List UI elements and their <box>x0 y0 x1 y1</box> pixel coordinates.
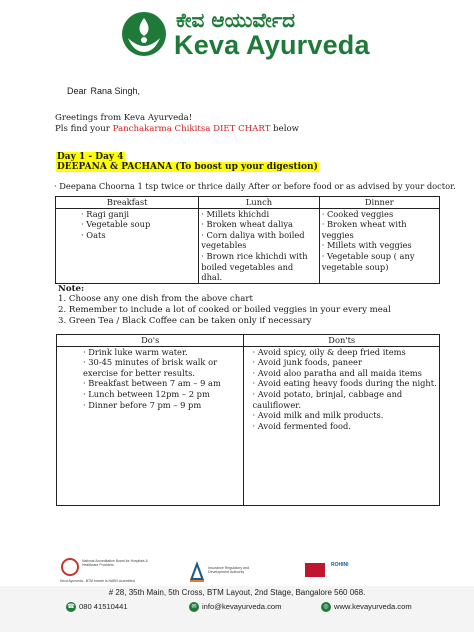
list-item: · Vegetable soup ( any vegetable soup) <box>321 250 415 272</box>
rohini-logo-icon <box>305 563 325 577</box>
note-item: 2. Remember to include a lot of cooked or boiled veggies in your every meal <box>58 305 391 315</box>
note-heading: Note: <box>58 284 85 294</box>
list-item: · Broken wheat with veggies <box>321 219 407 240</box>
phase-days: Day 1 - Day 4 <box>57 152 124 162</box>
list-item: · Cooked veggies <box>321 208 394 219</box>
header-donts: Don'ts <box>244 335 440 347</box>
address: # 28, 35th Main, 5th Cross, BTM Layout, 2nd Stage, Bangalore 560 068. <box>108 588 366 597</box>
note-item: 3. Green Tea / Black Coffee can be taken only if necessary <box>58 316 312 326</box>
greeting-text: Greetings from Keva Ayurveda! <box>55 113 193 123</box>
list-item: · Lunch between 12pm – 2 pm <box>83 388 210 399</box>
salutation: Dear <box>67 86 87 96</box>
rohini-name: ROHINI <box>331 562 349 568</box>
irdai-text: Insurance Regulatory and Development Authority <box>208 566 250 575</box>
chart-name: Panchakarma Chikitsa DIET CHART <box>112 124 271 134</box>
header-breakfast: Breakfast <box>56 197 199 209</box>
dos-donts-table <box>56 334 440 506</box>
list-item: · Avoid milk and milk products. <box>252 410 384 421</box>
list-item: · Ragi ganji <box>81 208 130 219</box>
list-item: · Brown rice khichdi with boiled vegetables and dhal. <box>201 250 308 283</box>
header-dos: Do's <box>57 335 244 347</box>
list-item: · Oats <box>81 229 106 240</box>
phase-title: DEEPANA & PACHANA (To boost up your digestion) <box>57 162 318 172</box>
list-item: · Avoid eating heavy foods during the night. <box>252 378 437 389</box>
recipient-name: Rana Singh, <box>90 86 141 96</box>
diet-chart-intro <box>55 124 299 135</box>
list-item: · Millets with veggies <box>321 240 412 251</box>
donts-cell <box>244 346 440 505</box>
brand-name: Keva Ayurveda <box>174 30 370 60</box>
diet-table <box>55 196 440 284</box>
list-item: · Broken wheat daliya <box>201 219 294 230</box>
header-dinner: Dinner <box>319 197 439 209</box>
header-lunch: Lunch <box>199 197 319 209</box>
email-contact[interactable] <box>189 602 281 612</box>
list-item: · Breakfast between 7 am – 9 am <box>83 378 221 389</box>
list-item: · Corn daliya with boiled vegetables <box>201 229 305 251</box>
note-item: 1. Choose any one dish from the above chart <box>58 294 253 304</box>
list-item: · Avoid spicy, oily & deep fried items <box>252 346 406 357</box>
dos-cell <box>57 346 244 505</box>
dinner-cell <box>319 208 439 283</box>
phone-icon: ☎ <box>67 604 75 610</box>
phone-contact <box>66 602 128 612</box>
email-icon: ✉ <box>189 602 199 612</box>
list-item: · Drink luke warm water. <box>83 346 188 357</box>
website-link[interactable]: www.kevayurveda.com <box>334 602 412 611</box>
deepana-instruction: · Deepana Choorna 1 tsp twice or thrice daily After or before food or as advised by your doctor. <box>54 181 456 191</box>
breakfast-cell <box>56 208 199 283</box>
brand-kannada-name: ಕೇವ ಆಯುರ್ವೇದ <box>176 8 296 32</box>
list-item: · 30-45 minutes of brisk walk or exercise for better results. <box>83 357 218 378</box>
keva-logo-icon <box>118 10 170 58</box>
salutation-line <box>67 86 140 97</box>
website-contact[interactable] <box>321 602 412 612</box>
accreditation-note: Keva Ayurveda - BTM branch is NABH Accredited <box>60 579 135 583</box>
lunch-cell <box>199 208 319 283</box>
list-item: · Avoid junk foods, paneer <box>252 357 362 368</box>
irdai-emblem-icon <box>189 560 205 582</box>
intro-prefix: Pls find your <box>55 124 113 134</box>
list-item: · Avoid aloo paratha and all maida items <box>252 367 422 378</box>
nabh-text: National Accreditation Board for Hospitals & Healthcare Providers <box>82 559 148 567</box>
globe-icon: ◎ <box>321 602 331 612</box>
list-item: · Dinner before 7 pm – 9 pm <box>83 399 202 410</box>
phone-number: 080 41510441 <box>79 602 128 611</box>
list-item: · Millets khichdi <box>201 208 270 219</box>
nabh-seal-icon <box>61 558 79 576</box>
email-address[interactable]: info@kevayurveda.com <box>202 602 282 611</box>
list-item: · Vegetable soup <box>81 219 151 230</box>
list-item: · Avoid potato, brinjal, cabbage and cauliflower. <box>252 388 403 410</box>
list-item: · Avoid fermented food. <box>252 420 351 431</box>
intro-suffix: below <box>270 124 300 134</box>
